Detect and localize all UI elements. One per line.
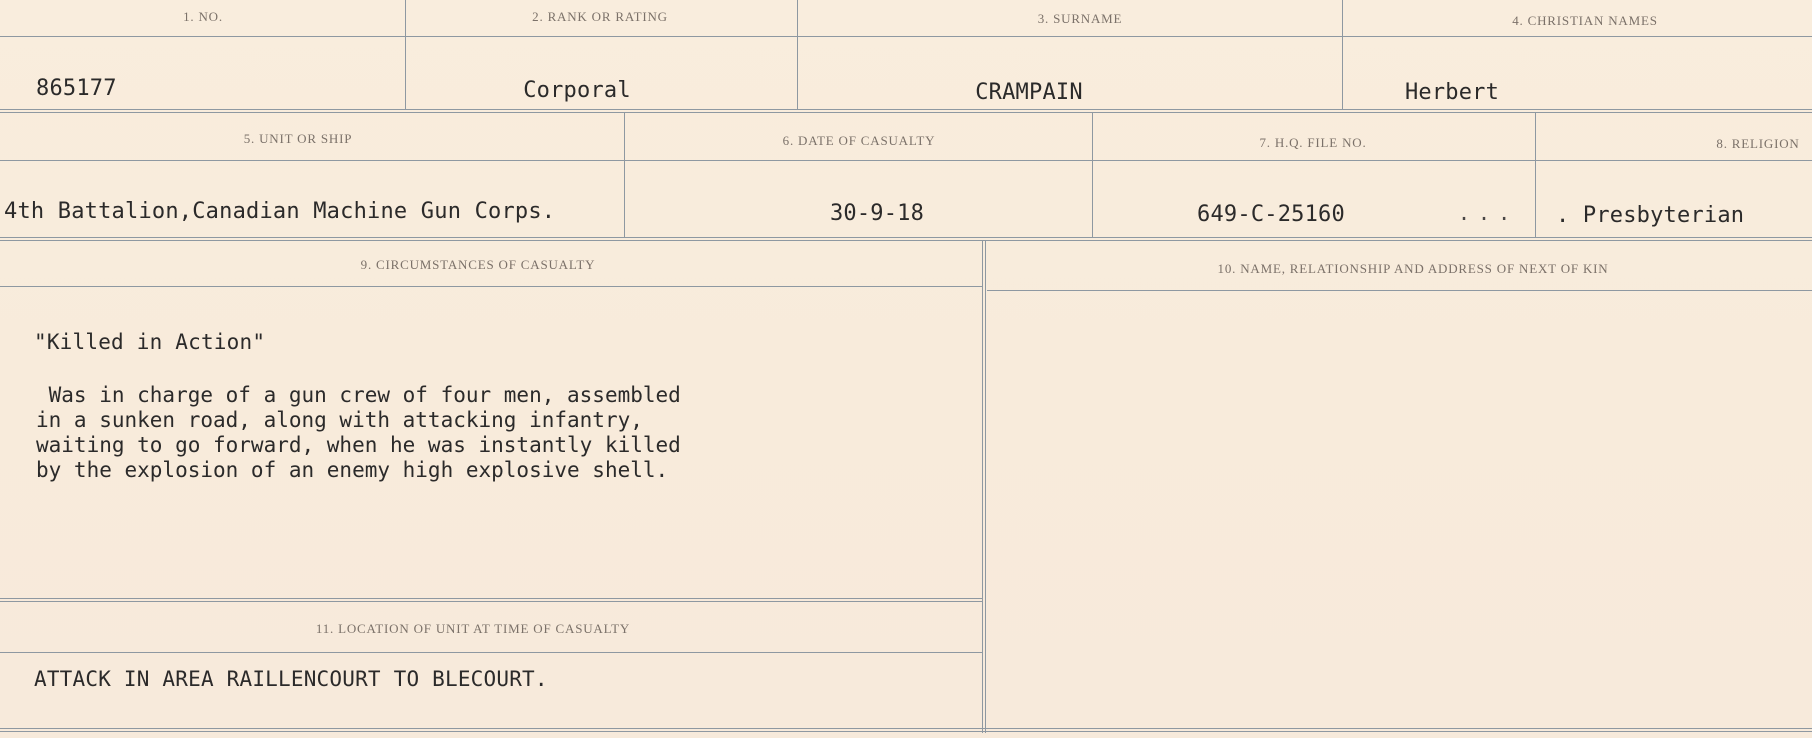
row1-divider (0, 36, 1812, 37)
header-no: 1. NO. (183, 9, 223, 24)
col-divider-2 (797, 0, 798, 110)
card-bottom-border (0, 728, 1812, 732)
header-surname: 3. SURNAME (1037, 11, 1123, 26)
circumstances-header-line (0, 286, 983, 287)
header-circumstances: 9. CIRCUMSTANCES OF CASUALTY (360, 257, 596, 272)
date-value: 30-9-18 (829, 201, 925, 226)
header-christian-names: 4. CHRISTIAN NAMES (1512, 13, 1658, 28)
col-divider-6 (1535, 112, 1536, 238)
row1-bottom-border (0, 109, 1812, 113)
location-value: ATTACK IN AREA RAILLENCOURT TO BLECOURT. (34, 667, 548, 691)
unit-value: 4th Battalion,Canadian Machine Gun Corps. (4, 199, 556, 224)
col-divider-3 (1342, 0, 1343, 110)
header-hq-file: 7. H.Q. FILE NO. (1259, 135, 1367, 150)
header-date: 6. DATE OF CASUALTY (782, 133, 936, 148)
circumstances-title: "Killed in Action" (34, 330, 266, 354)
header-rank: 2. RANK OR RATING (532, 9, 668, 24)
circumstances-text: Was in charge of a gun crew of four men, assembled in a sunken road, along with attacking infantry, waiting to go forward, when he was instantly killed by the explosion of an enemy high explosive shell. (36, 383, 681, 482)
location-header-line (0, 652, 983, 653)
row2-divider (0, 160, 1812, 161)
header-unit: 5. UNIT OR SHIP (243, 131, 353, 146)
christian-names-value: Herbert (1404, 80, 1500, 105)
file-dots: ... (1458, 201, 1519, 225)
header-location: 11. LOCATION OF UNIT AT TIME OF CASUALTY (315, 621, 631, 636)
col-divider-4 (624, 112, 625, 238)
col-divider-5 (1092, 112, 1093, 238)
next-of-kin-area (1000, 300, 1790, 720)
header-next-of-kin: 10. NAME, RELATIONSHIP AND ADDRESS OF NEXT OF KIN (1217, 261, 1609, 276)
religion-value: . Presbyterian (1556, 203, 1745, 228)
rank-value: Corporal (523, 78, 631, 103)
hq-file-value: 649-C-25160 (1197, 202, 1345, 227)
header-religion: 8. RELIGION (1716, 136, 1800, 151)
row2-bottom-border (0, 237, 1812, 241)
lower-center-divider (982, 240, 986, 733)
next-of-kin-header-line (987, 290, 1812, 291)
service-number: 865177 (36, 76, 117, 101)
col-divider-1 (405, 0, 406, 110)
location-top-border (0, 598, 983, 602)
surname-value: CRAMPAIN (975, 80, 1083, 105)
